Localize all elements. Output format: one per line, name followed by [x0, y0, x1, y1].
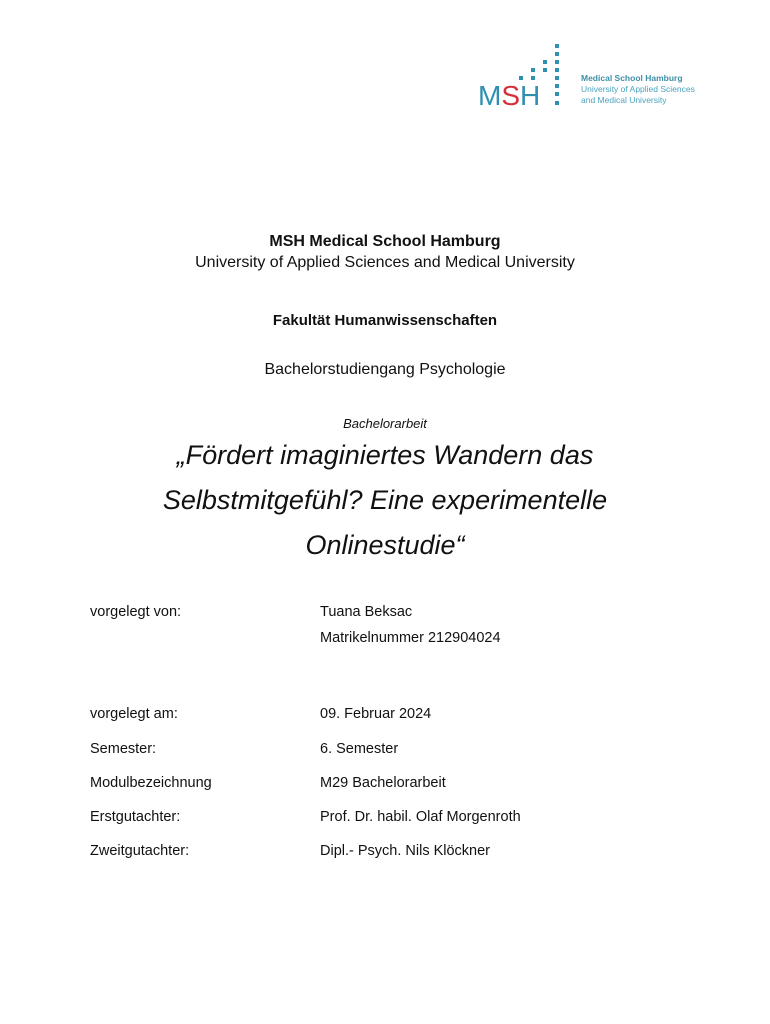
institution-name: MSH Medical School Hamburg: [269, 233, 501, 250]
detail-label: Modulbezeichnung: [90, 775, 212, 791]
detail-label: Zweitgutachter:: [90, 843, 190, 859]
thesis-title-line-3: Onlinestudie“: [305, 530, 465, 560]
faculty-name: Fakultät Humanwissenschaften: [272, 312, 498, 329]
logo-text-block: [581, 73, 695, 106]
detail-label: Erstgutachter:: [90, 809, 181, 825]
msh-logo-mark: [478, 42, 578, 114]
detail-label: vorgelegt von:: [90, 604, 182, 620]
detail-label: Semester:: [90, 741, 157, 757]
detail-value: M29 Bachelorarbeit: [320, 775, 446, 791]
detail-value: 6. Semester: [320, 741, 399, 757]
document-type: Bachelorarbeit: [343, 416, 427, 431]
detail-value: Prof. Dr. habil. Olaf Morgenroth: [320, 809, 521, 825]
thesis-title-line-2: Selbstmitgefühl? Eine experimentelle: [162, 485, 608, 515]
detail-value: 09. Februar 2024: [320, 706, 432, 722]
detail-value: Matrikelnummer 212904024: [320, 630, 501, 646]
thesis-title-line-1: „Fördert imaginiertes Wandern das: [176, 440, 594, 470]
institution-subtitle: University of Applied Sciences and Medical University: [195, 254, 575, 271]
detail-label: vorgelegt am:: [90, 706, 178, 722]
logo-line-3: and Medical University: [581, 95, 667, 105]
logo-line-2: University of Applied Sciences: [581, 84, 695, 94]
thesis-title: [0, 433, 770, 568]
study-program: Bachelorstudiengang Psychologie: [264, 361, 506, 378]
detail-value: Tuana Beksac: [320, 604, 413, 620]
logo-name: Medical School Hamburg: [581, 73, 683, 83]
msh-logo: [478, 42, 708, 114]
msh-logo-letters: MSH: [478, 80, 541, 111]
detail-value: Dipl.- Psych. Nils Klöckner: [320, 843, 491, 859]
